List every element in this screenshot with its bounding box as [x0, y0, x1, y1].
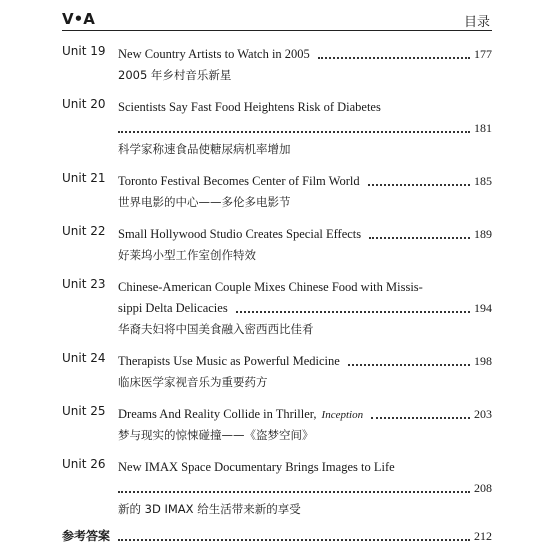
unit-label: Unit 26	[62, 457, 106, 471]
toc-entry-unit-20[interactable]	[62, 97, 492, 160]
page-number: 189	[474, 227, 492, 241]
entry-chinese-title: 科学家称速食品使糖尿病机率增加	[118, 142, 291, 156]
table-of-contents	[62, 44, 492, 547]
entry-chinese-title: 梦与现实的惊悚碰撞——《盗梦空间》	[118, 428, 314, 442]
page-number: 181	[474, 121, 492, 135]
page-number: 177	[474, 47, 492, 61]
leader-dots	[118, 539, 470, 541]
page-number: 203	[474, 407, 492, 421]
unit-label: Unit 20	[62, 97, 106, 111]
entry-title: Toronto Festival Becomes Center of Film World	[118, 174, 360, 188]
entry-chinese-title: 华裔夫妇将中国美食融入密西西比佳肴	[118, 322, 314, 336]
unit-label: Unit 22	[62, 224, 106, 238]
entry-chinese-title: 新的 3D IMAX 给生活带来新的享受	[118, 502, 301, 516]
leader-dots	[118, 131, 470, 133]
page-number: 185	[474, 174, 492, 188]
entry-title: Dreams And Reality Collide in Thriller,	[118, 407, 317, 421]
leader-dots	[348, 364, 470, 366]
entry-title-line-2: sippi Delta Delicacies	[118, 301, 228, 315]
toc-entry-reference-answers[interactable]	[62, 526, 492, 547]
page-title: 目录	[463, 15, 490, 30]
entry-title-line-1: Chinese-American Couple Mixes Chinese Food with Missis-	[118, 280, 423, 294]
reference-label: 参考答案	[62, 529, 111, 543]
toc-entry-unit-23[interactable]	[62, 277, 492, 340]
leader-dots	[118, 491, 470, 493]
entry-title-italic: Inception	[321, 409, 364, 421]
entry-title: New IMAX Space Documentary Brings Images to Life	[118, 460, 395, 474]
page-number: 208	[474, 481, 492, 495]
entry-chinese-title: 2005 年乡村音乐新星	[118, 68, 232, 82]
unit-label: Unit 19	[62, 44, 106, 58]
toc-entry-unit-19[interactable]	[62, 44, 492, 86]
page-number: 212	[474, 529, 492, 543]
entry-title: Therapists Use Music as Powerful Medicine	[118, 354, 340, 368]
entry-chinese-title: 世界电影的中心——多伦多电影节	[118, 195, 291, 209]
leader-dots	[318, 57, 470, 59]
leader-dots	[369, 237, 470, 239]
unit-label: Unit 25	[62, 404, 106, 418]
unit-label: Unit 23	[62, 277, 106, 291]
toc-entry-unit-22[interactable]	[62, 224, 492, 266]
leader-dots	[236, 311, 470, 313]
page-number: 194	[474, 301, 492, 315]
unit-label: Unit 24	[62, 351, 106, 365]
entry-title: New Country Artists to Watch in 2005	[118, 47, 310, 61]
page-header	[62, 8, 492, 31]
entry-chinese-title: 临床医学家视音乐为重要药方	[118, 375, 268, 389]
toc-entry-unit-24[interactable]	[62, 351, 492, 393]
toc-entry-unit-21[interactable]	[62, 171, 492, 213]
page-number: 198	[474, 354, 492, 368]
entry-chinese-title: 好莱坞小型工作室创作特效	[118, 248, 256, 262]
toc-entry-unit-25[interactable]	[62, 404, 492, 446]
entry-title: Small Hollywood Studio Creates Special Effects	[118, 227, 362, 241]
leader-dots	[368, 184, 470, 186]
entry-title: Scientists Say Fast Food Heightens Risk of Diabetes	[118, 100, 381, 114]
voa-logo: V•A	[62, 10, 95, 28]
leader-dots	[371, 417, 470, 419]
toc-entry-unit-26[interactable]	[62, 457, 492, 520]
unit-label: Unit 21	[62, 171, 106, 185]
